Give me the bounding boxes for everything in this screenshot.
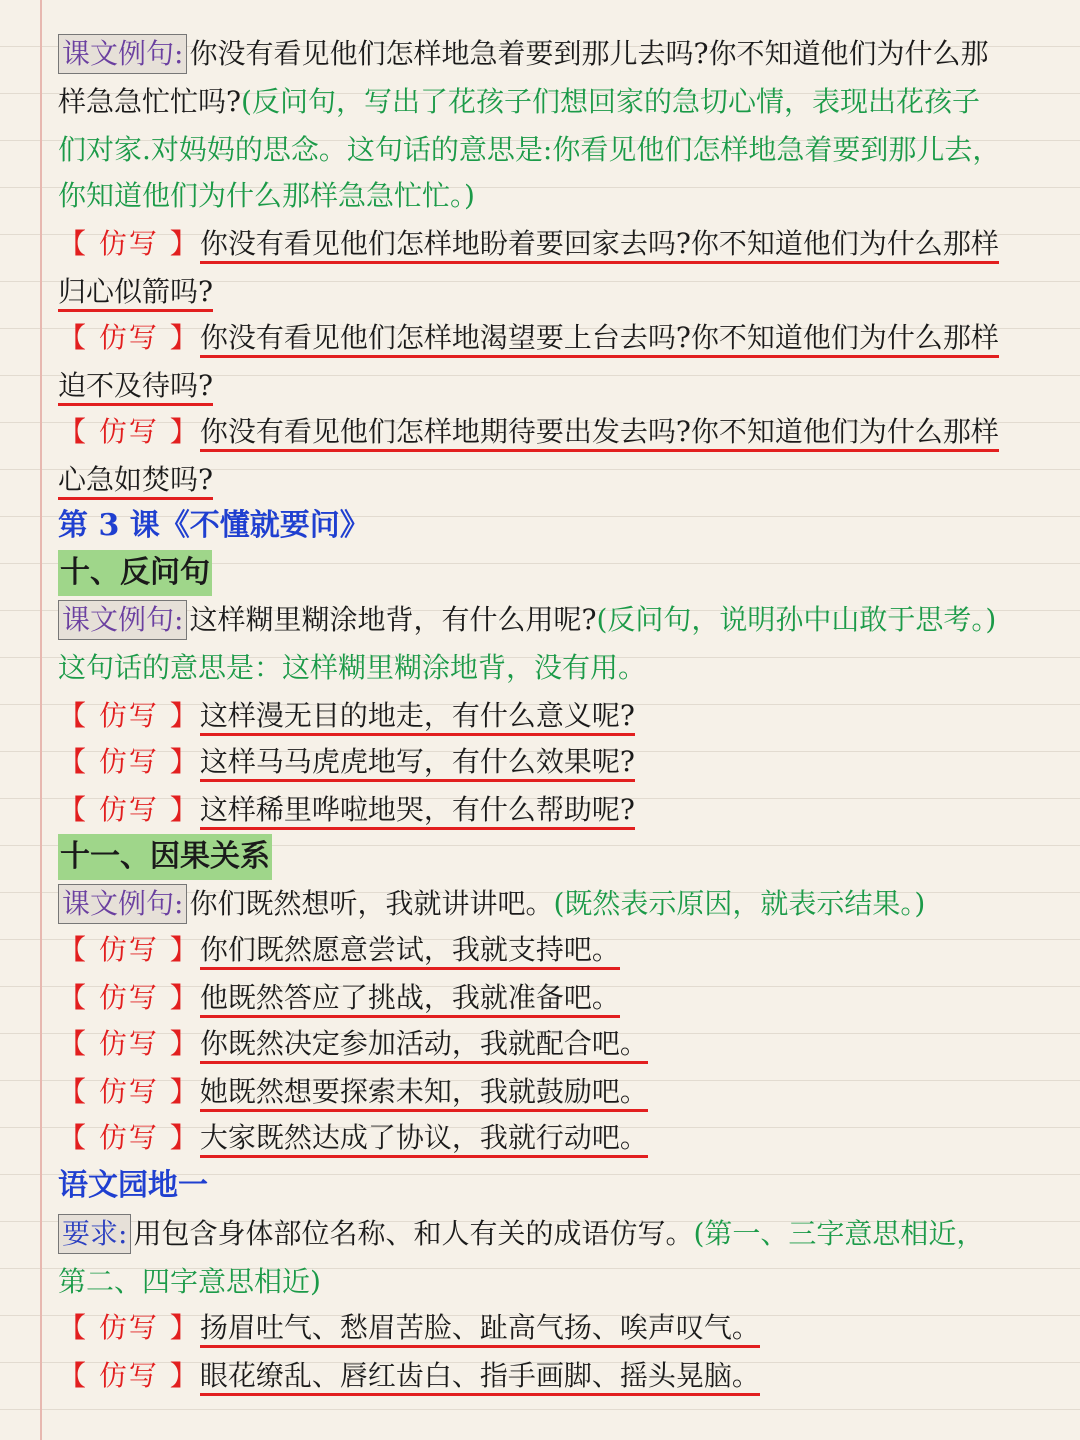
section-heading-11: 十一、因果关系 [58, 834, 272, 880]
example-note: (反问句，写出了花孩子们想回家的急切心情，表现出花孩子 [241, 85, 980, 118]
imitate-tag: 【 仿写 】 [58, 1121, 200, 1154]
garden-requirement: 要求: 用包含身体部位名称、和人有关的成语仿写。(第一、三字意思相近， [58, 1214, 984, 1258]
example-label: 课文例句: [58, 884, 187, 924]
example-note-line-4: 你知道他们为什么那样急急忙忙。) [58, 179, 475, 212]
garden-note: 第二、四字意思相近) [58, 1265, 321, 1298]
imitate-tag: 【 仿写 】 [58, 1027, 200, 1060]
imitate-tag: 【 仿写 】 [58, 933, 200, 966]
imitation-3a: 【 仿写 】你没有看见他们怎样地期待要出发去吗?你不知道他们为什么那样 [58, 412, 999, 456]
garden-imitation-1: 【 仿写 】扬眉吐气、愁眉苦脸、趾高气扬、唉声叹气。 [58, 1308, 760, 1352]
imitate-tag: 【 仿写 】 [58, 321, 200, 354]
section11-imitation-5: 【 仿写 】大家既然达成了协议，我就行动吧。 [58, 1118, 648, 1162]
example-text: 你没有看见他们怎样地急着要到那儿去吗?你不知道他们为什么那 [189, 37, 989, 70]
example-label: 课文例句: [58, 34, 187, 74]
section-heading-10: 十、反问句 [58, 550, 212, 596]
imitate-tag: 【 仿写 】 [58, 745, 200, 778]
section11-imitation-2: 【 仿写 】他既然答应了挑战，我就准备吧。 [58, 978, 620, 1022]
garden-title: 语文园地一 [58, 1168, 208, 1203]
section11-imitation-1: 【 仿写 】你们既然愿意尝试，我就支持吧。 [58, 930, 620, 974]
imitate-tag: 【 仿写 】 [58, 1311, 200, 1344]
imitate-tag: 【 仿写 】 [58, 699, 200, 732]
imitate-tag: 【 仿写 】 [58, 793, 200, 826]
example-line-1 [58, 34, 988, 78]
section11-imitation-4: 【 仿写 】她既然想要探索未知，我就鼓励吧。 [58, 1072, 648, 1116]
imitation-2a: 【 仿写 】你没有看见他们怎样地渴望要上台去吗?你不知道他们为什么那样 [58, 318, 999, 362]
imitate-tag: 【 仿写 】 [58, 1359, 200, 1392]
section11-imitation-3: 【 仿写 】你既然决定参加活动，我就配合吧。 [58, 1024, 648, 1068]
example-line-2: 样急急忙忙吗?(反问句，写出了花孩子们想回家的急切心情，表现出花孩子 [58, 85, 980, 118]
example-label: 课文例句: [58, 600, 187, 640]
imitation-1a: 【 仿写 】你没有看见他们怎样地盼着要回家去吗?你不知道他们为什么那样 [58, 224, 999, 268]
lesson-title: 第 3 课《不懂就要问》 [58, 508, 370, 543]
imitation-1b: 归心似箭吗? [58, 272, 213, 316]
imitate-tag: 【 仿写 】 [58, 227, 200, 260]
imitate-tag: 【 仿写 】 [58, 1075, 200, 1108]
section10-meaning: 这句话的意思是：这样糊里糊涂地背，没有用。 [58, 651, 647, 684]
requirement-label: 要求: [58, 1214, 131, 1254]
section10-imitation-2: 【 仿写 】这样马马虎虎地写，有什么效果呢? [58, 742, 635, 786]
section10-example: 课文例句: 这样糊里糊涂地背，有什么用呢?(反问句，说明孙中山敢于思考。) [58, 600, 996, 644]
imitate-tag: 【 仿写 】 [58, 415, 200, 448]
imitate-tag: 【 仿写 】 [58, 981, 200, 1014]
example-note-line-3: 们对家.对妈妈的思念。这句话的意思是:你看见他们怎样地急着要到那儿去， [58, 133, 1001, 166]
section11-example: 课文例句: 你们既然想听，我就讲讲吧。(既然表示原因，就表示结果。) [58, 884, 925, 928]
garden-imitation-2: 【 仿写 】眼花缭乱、唇红齿白、指手画脚、摇头晃脑。 [58, 1356, 760, 1400]
imitation-3b: 心急如焚吗? [58, 460, 213, 504]
section10-imitation-3: 【 仿写 】这样稀里哗啦地哭，有什么帮助呢? [58, 790, 635, 834]
section10-imitation-1: 【 仿写 】这样漫无目的地走，有什么意义呢? [58, 696, 635, 740]
imitation-2b: 迫不及待吗? [58, 366, 213, 410]
